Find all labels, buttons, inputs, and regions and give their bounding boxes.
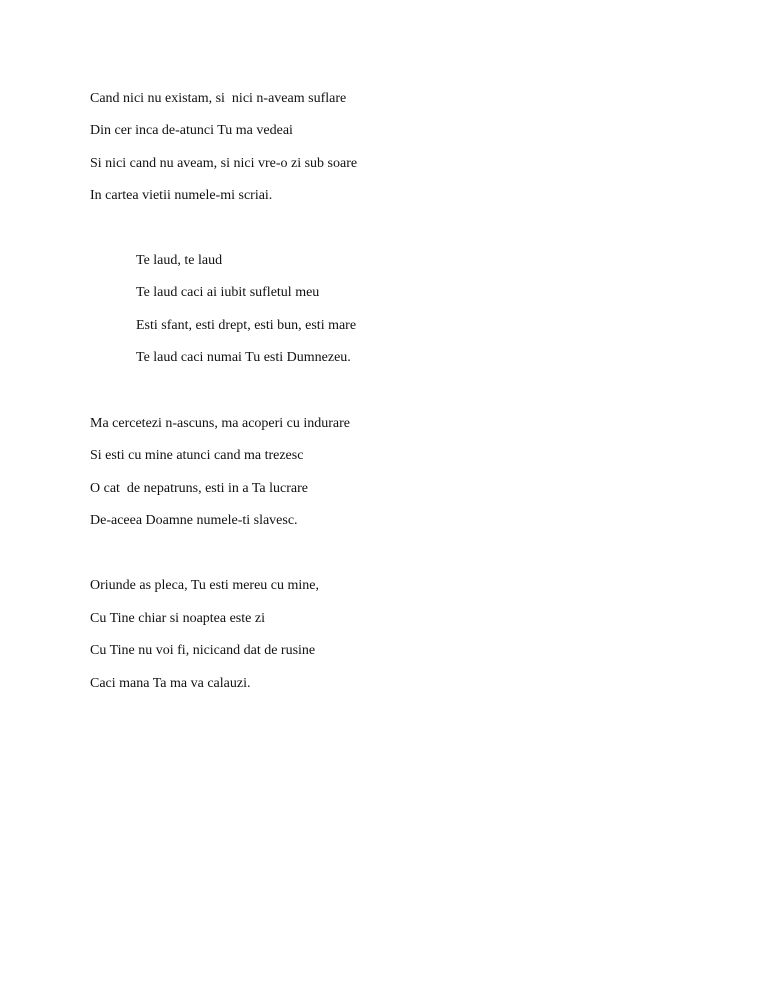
- chorus-line-2: Te laud caci ai iubit sufletul meu: [136, 285, 320, 300]
- stanza-1-line-2: Din cer inca de-atunci Tu ma vedeai: [90, 123, 293, 138]
- stanza-1-line-1: Cand nici nu existam, si nici n-aveam suflare: [90, 91, 347, 106]
- stanza-2-line-4: De-aceea Doamne numele-ti slavesc.: [90, 513, 298, 528]
- stanza-2-line-3: O cat de nepatruns, esti in a Ta lucrare: [90, 481, 309, 496]
- stanza-3-line-1: Oriunde as pleca, Tu esti mereu cu mine,: [90, 578, 320, 593]
- stanza-2-line-2: Si esti cu mine atunci cand ma trezesc: [90, 448, 304, 463]
- stanza-1-line-4: In cartea vietii numele-mi scriai.: [90, 188, 273, 203]
- stanza-2-line-1: Ma cercetezi n-ascuns, ma acoperi cu indurare: [90, 416, 351, 431]
- chorus-line-4: Te laud caci numai Tu esti Dumnezeu.: [136, 350, 351, 365]
- stanza-3-line-4: Caci mana Ta ma va calauzi.: [90, 676, 251, 691]
- chorus-line-1: Te laud, te laud: [136, 253, 223, 268]
- chorus-line-3: Esti sfant, esti drept, esti bun, esti mare: [136, 318, 357, 333]
- stanza-1-line-3: Si nici cand nu aveam, si nici vre-o zi sub soare: [90, 156, 358, 171]
- stanza-3-line-3: Cu Tine nu voi fi, nicicand dat de rusine: [90, 643, 316, 658]
- stanza-3-line-2: Cu Tine chiar si noaptea este zi: [90, 611, 265, 626]
